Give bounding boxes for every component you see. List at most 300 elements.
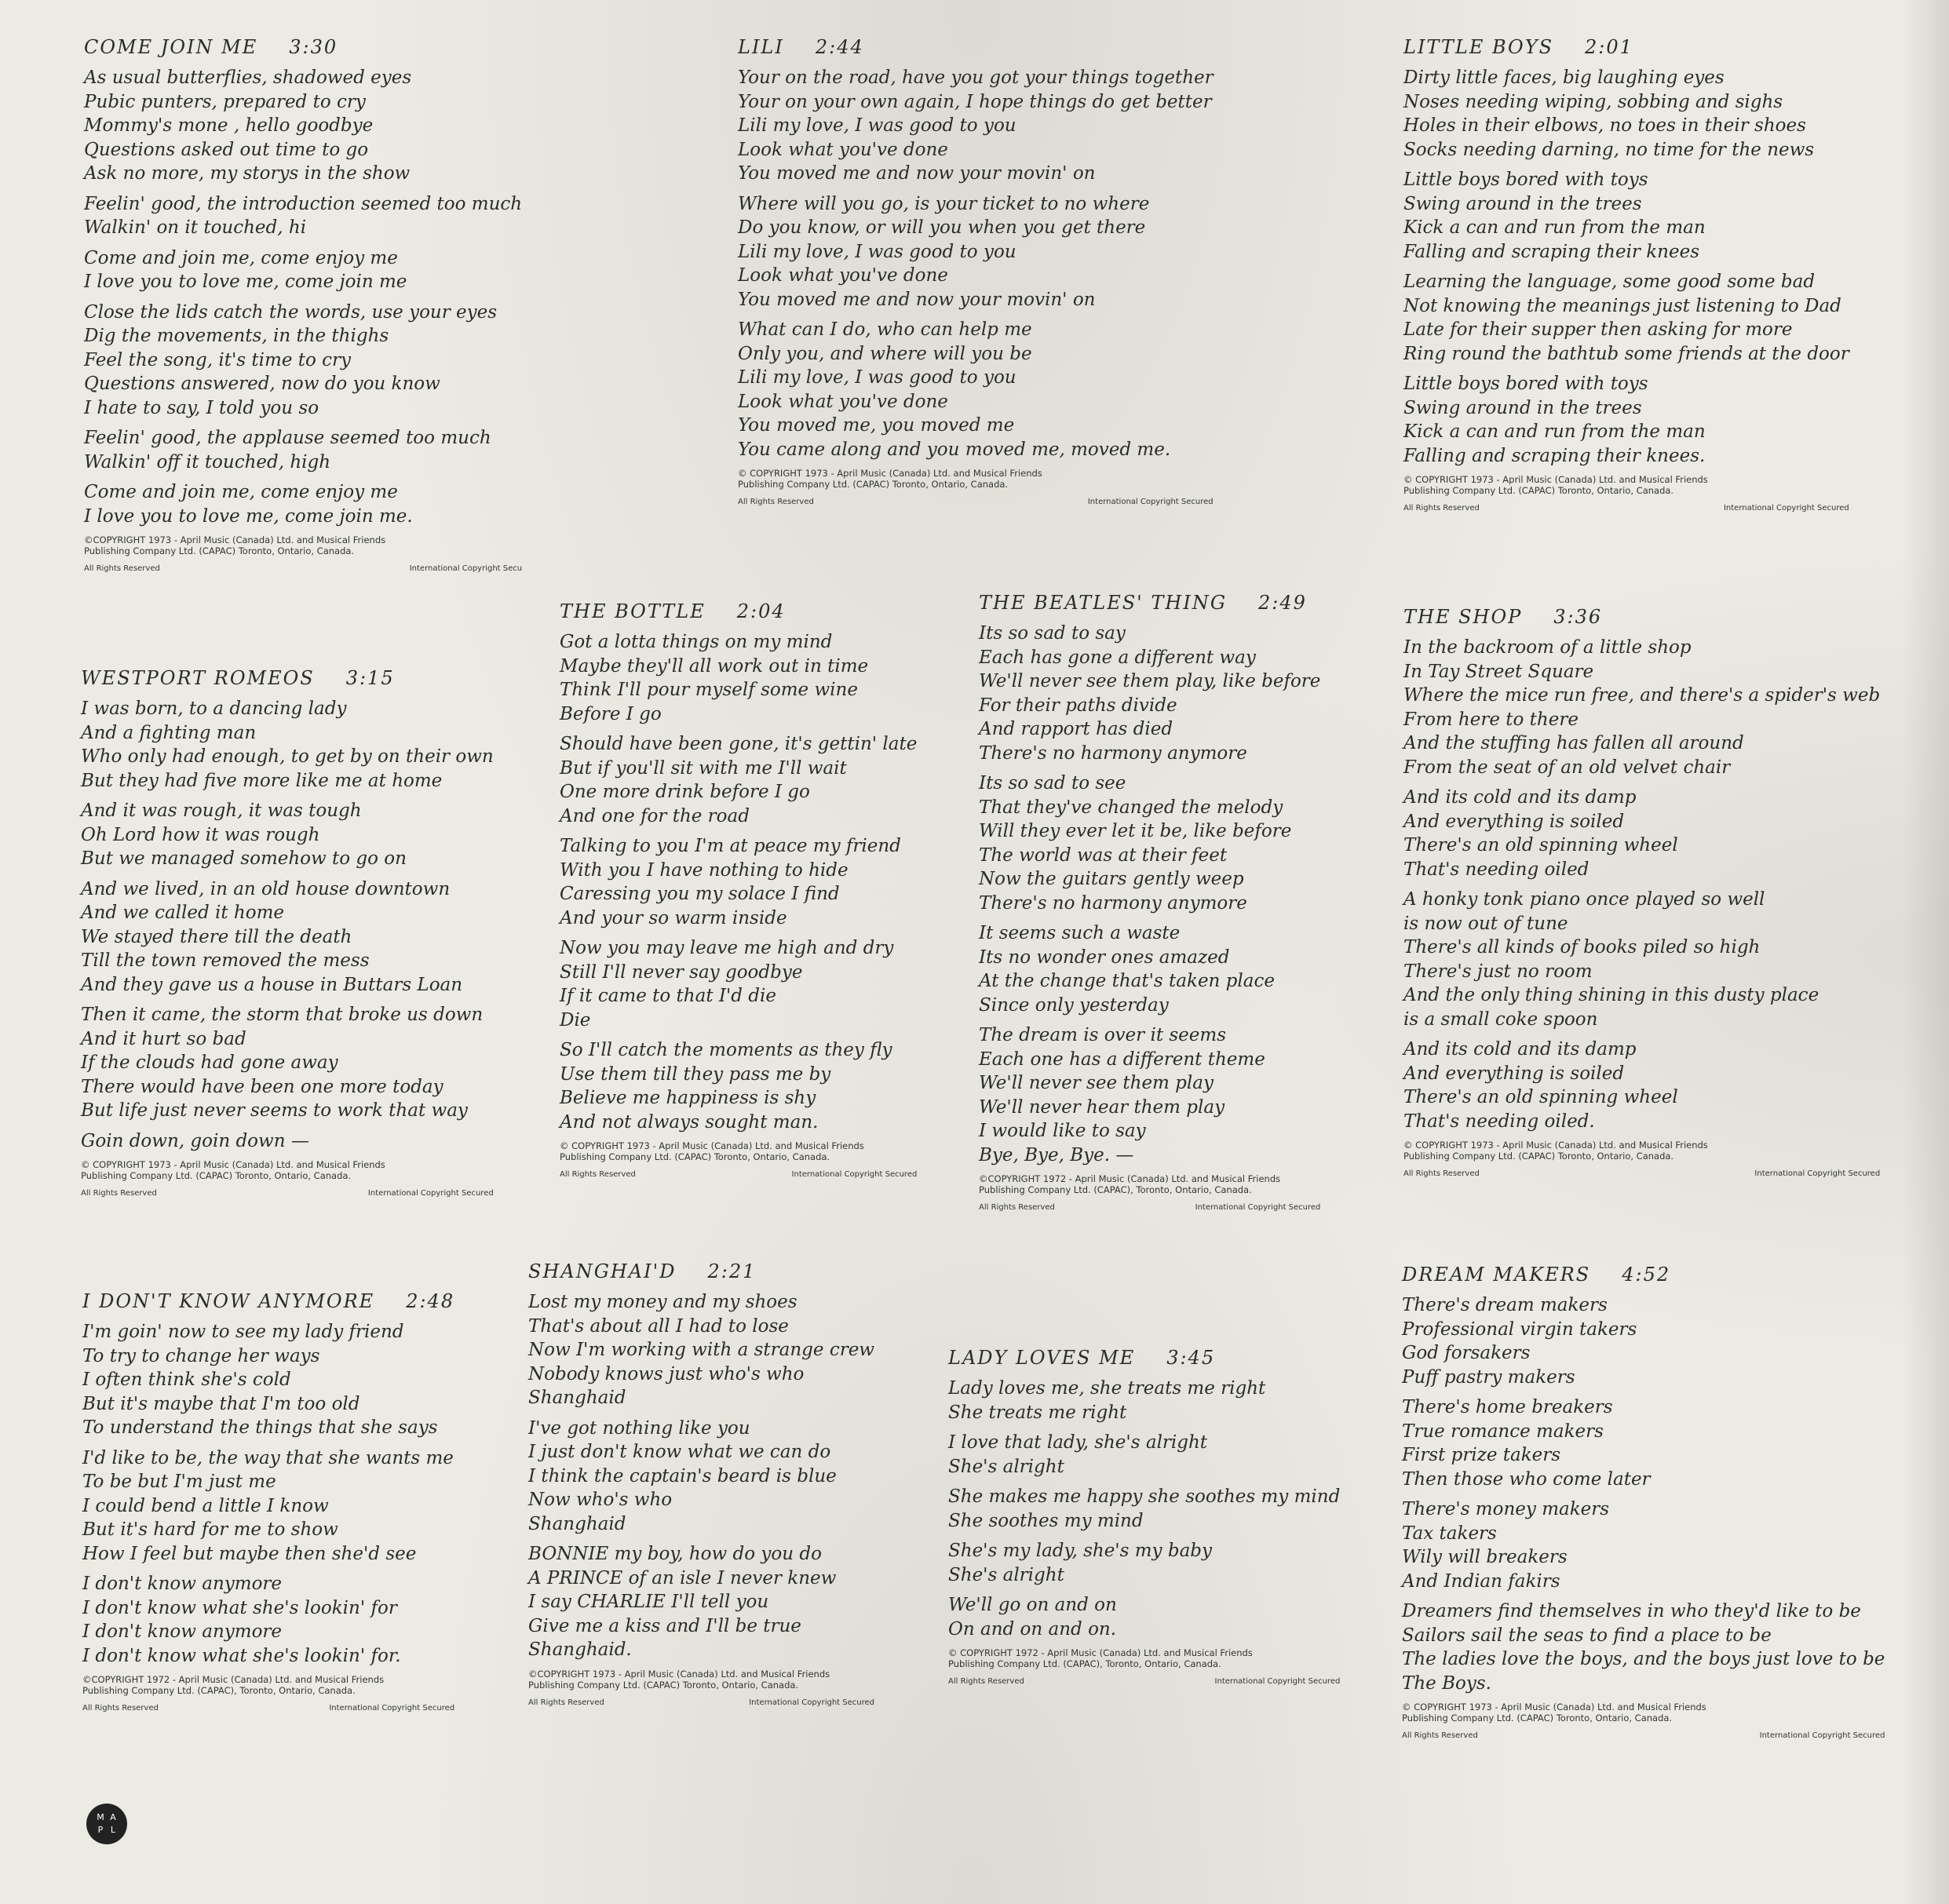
international-copyright: International Copyright Secured — [1759, 1731, 1885, 1740]
lyric-line: We'll never see them play — [979, 1073, 1214, 1093]
stanza — [81, 1003, 494, 1123]
lyric-line: We stayed there till the death — [81, 926, 352, 947]
song-duration: 4:52 — [1622, 1264, 1671, 1286]
song-title — [82, 1290, 454, 1312]
song-duration: 2:49 — [1257, 592, 1307, 614]
lyric-line: But if you'll sit with me I'll wait — [560, 757, 847, 779]
stanza — [979, 622, 1320, 765]
rights-line — [560, 1170, 917, 1179]
lyric-line: With you I have nothing to hide — [560, 859, 849, 881]
song-the-shop — [1403, 606, 1880, 1178]
lyric-line: She soothes my mind — [948, 1510, 1144, 1531]
stanza — [84, 246, 522, 294]
lyric-line: We'll never see them play, like before — [979, 671, 1321, 691]
lyric-line: First prize takers — [1402, 1445, 1561, 1465]
international-copyright: International Copyright Secured — [1195, 1203, 1321, 1212]
copyright-notice — [979, 1173, 1320, 1195]
stanza — [1403, 66, 1849, 162]
copyright-line: © COPYRIGHT 1973 - April Music (Canada) Ltd. and Musical Friends — [738, 468, 1042, 479]
lyric-line: The Boys. — [1402, 1672, 1491, 1694]
international-copyright: International Copyright Secured — [791, 1170, 918, 1179]
copyright-line: ©COPYRIGHT 1972 - April Music (Canada) Ltd. and Musical Friends — [979, 1173, 1281, 1184]
lyric-line: I've got nothing like you — [528, 1417, 750, 1439]
copyright-notice — [1402, 1702, 1885, 1723]
logo-letter: L — [110, 1825, 116, 1835]
lyric-line: Learning the language, some good some bad — [1403, 272, 1816, 292]
stanza — [979, 1023, 1320, 1167]
lyric-line: Dreamers find themselves in who they'd like to be — [1402, 1601, 1861, 1621]
copyright-line: Publishing Company Ltd. (CAPAC) Toronto, Ontario, Canada. — [528, 1679, 799, 1691]
lyric-line: How I feel but maybe then she'd see — [82, 1543, 417, 1564]
song-shanghaid — [528, 1260, 874, 1707]
lyric-line: Come and join me, come enjoy me — [84, 247, 398, 268]
lyric-line: Ring round the bathtub some friends at the door — [1403, 343, 1849, 364]
song-title-text: WESTPORT ROMEOS — [81, 667, 315, 689]
lyric-line: You moved me and now your movin' on — [738, 289, 1096, 310]
lyric-line: Its no wonder ones amazed — [979, 947, 1230, 968]
lyric-line: But life just never seems to work that way — [81, 1100, 468, 1121]
lyric-line: Shanghaid — [528, 1513, 626, 1534]
lyric-line: And one for the road — [560, 805, 750, 826]
lyric-line: That they've changed the melody — [979, 797, 1283, 818]
international-copyright: International Copyright Secu — [409, 564, 523, 573]
lyric-line: The world was at their feet — [979, 844, 1228, 866]
lyric-line: I love you to love me, come join me — [84, 272, 407, 292]
stanza — [84, 192, 522, 240]
stanza — [738, 66, 1214, 186]
lyric-line: And we called it home — [81, 903, 285, 923]
lyric-line: Do you know, or will you when you get there — [738, 217, 1146, 238]
lyric-line: The ladies love the boys, and the boys just love to be — [1402, 1649, 1885, 1669]
lyric-line: I often think she's cold — [82, 1370, 291, 1390]
lyric-line: Lost my money and my shoes — [528, 1292, 797, 1312]
song-title-text: DREAM MAKERS — [1402, 1264, 1591, 1286]
lyric-line: Look what you've done — [738, 391, 948, 412]
lyric-line: is now out of tune — [1403, 913, 1568, 934]
stanza — [948, 1593, 1340, 1641]
lyric-line: Kick a can and run from the man — [1403, 421, 1706, 442]
lyric-line: We'll never hear them play — [979, 1096, 1225, 1118]
lyric-line: But it's hard for me to show — [82, 1519, 338, 1540]
lyric-line: I don't know anymore — [82, 1574, 283, 1594]
lyric-line: Shanghaid. — [528, 1640, 632, 1660]
lyric-line: Lady loves me, she treats me right — [948, 1378, 1266, 1399]
stanza — [528, 1290, 874, 1410]
lyric-line: As usual butterflies, shadowed eyes — [84, 67, 412, 88]
stanza — [81, 877, 494, 998]
song-title-text: LITTLE BOYS — [1403, 36, 1554, 58]
lyric-line: Dig the movements, in the thighs — [84, 326, 389, 346]
lyric-line: Before I go — [560, 703, 662, 724]
lyric-line: If the clouds had gone away — [81, 1052, 338, 1073]
lyric-line: And its cold and its damp — [1403, 787, 1637, 808]
lyric-line: Who only had enough, to get by on their own — [81, 746, 494, 767]
rights-line — [1403, 504, 1849, 512]
song-come-join-me — [84, 36, 522, 573]
lyric-line: Its so sad to say — [979, 623, 1126, 644]
song-title-text: I DON'T KNOW ANYMORE — [82, 1290, 375, 1312]
song-duration: 3:45 — [1166, 1347, 1216, 1369]
copyright-line: © COPYRIGHT 1973 - April Music (Canada) Ltd. and Musical Friends — [1403, 474, 1708, 485]
rights-reserved: All Rights Reserved — [84, 564, 160, 573]
lyric-line: Lili my love, I was good to you — [738, 241, 1016, 262]
song-title-text: THE BOTTLE — [560, 600, 706, 622]
lyric-line: To understand the things that she says — [82, 1417, 438, 1438]
lyric-line: There's all kinds of books piled so high — [1403, 937, 1761, 957]
lyric-line: Your on the road, have you got your things together — [738, 67, 1214, 88]
lyric-line: I'd like to be, the way that she wants me — [82, 1447, 454, 1468]
lyric-line: From the seat of an old velvet chair — [1403, 757, 1731, 778]
lyric-line: But they had five more like me at home — [81, 770, 443, 791]
stanza — [82, 1572, 454, 1668]
lyric-line: Believe me happiness is shy — [560, 1088, 816, 1108]
lyric-line: Puff pastry makers — [1402, 1366, 1575, 1388]
lyric-line: Kick a can and run from the man — [1403, 217, 1706, 238]
lyric-line: Feelin' good, the applause seemed too much — [84, 428, 491, 448]
stanza — [1403, 1038, 1880, 1133]
lyric-line: She's my lady, she's my baby — [948, 1541, 1213, 1561]
lyric-line: Walkin' on it touched, hi — [84, 217, 307, 238]
stanza — [81, 697, 494, 793]
song-title — [528, 1260, 874, 1282]
lyric-line: Little boys bored with toys — [1403, 170, 1648, 190]
international-copyright: International Copyright Secured — [749, 1698, 874, 1707]
lyric-line: Till the town removed the mess — [81, 950, 370, 971]
copyright-line: © COPYRIGHT 1973 - April Music (Canada) Ltd. and Musical Friends — [1402, 1702, 1706, 1713]
song-duration: 2:21 — [707, 1260, 757, 1282]
lyric-line: Questions asked out time to go — [84, 139, 369, 160]
stanza — [1403, 636, 1880, 779]
rights-line — [979, 1203, 1320, 1212]
lyric-line: Not knowing the meanings just listening to Dad — [1403, 295, 1841, 316]
stanza — [1403, 786, 1880, 881]
copyright-notice — [84, 534, 522, 556]
lyric-line: Your on your own again, I hope things do get better — [738, 91, 1212, 112]
lyric-line: Where the mice run free, and there's a spider's web — [1403, 685, 1881, 706]
lyric-line: God forsakers — [1402, 1343, 1531, 1363]
stanza — [1402, 1497, 1885, 1593]
stanza — [1403, 888, 1880, 1031]
rights-line — [84, 564, 522, 573]
lyric-line: Look what you've done — [738, 139, 948, 160]
lyric-line: And a fighting man — [81, 722, 257, 743]
copyright-line: © COPYRIGHT 1973 - April Music (Canada) Ltd. and Musical Friends — [1403, 1140, 1708, 1151]
lyric-line: I was born, to a dancing lady — [81, 698, 347, 719]
song-title — [1403, 606, 1880, 628]
international-copyright: International Copyright Secured — [1087, 498, 1214, 506]
lyric-line: Use them till they pass me by — [560, 1063, 831, 1085]
rights-reserved: All Rights Reserved — [948, 1677, 1024, 1686]
international-copyright: International Copyright Secured — [1754, 1169, 1881, 1178]
lyric-line: Swing around in the trees — [1403, 397, 1642, 418]
stanza — [948, 1485, 1340, 1533]
copyright-line: © COPYRIGHT 1973 - April Music (Canada) Ltd. and Musical Friends — [81, 1159, 385, 1170]
lyric-line: It seems such a waste — [979, 923, 1181, 943]
lyric-line: A honky tonk piano once played so well — [1403, 889, 1765, 910]
stanza — [1402, 1395, 1885, 1491]
lyric-line: Shanghaid — [528, 1388, 626, 1408]
song-duration: 2:48 — [406, 1290, 455, 1312]
lyric-line: And it hurt so bad — [81, 1028, 246, 1049]
lyric-line: And your so warm inside — [560, 907, 787, 928]
lyric-line: Lili my love, I was good to you — [738, 115, 1016, 136]
copyright-line: Publishing Company Ltd. (CAPAC) Toronto, Ontario, Canada. — [1403, 1151, 1674, 1162]
lyric-line: The dream is over it seems — [979, 1025, 1227, 1045]
lyric-line: Maybe they'll all work out in time — [560, 655, 869, 677]
song-title-text: THE BEATLES' THING — [979, 592, 1227, 614]
rights-reserved: All Rights Reserved — [1402, 1731, 1478, 1740]
lyric-line: Close the lids catch the words, use your eyes — [84, 301, 498, 323]
lyric-line: To be but I'm just me — [82, 1472, 276, 1492]
stanza — [84, 66, 522, 186]
song-lady-loves-me — [948, 1347, 1340, 1686]
lyric-line: Professional virgin takers — [1402, 1319, 1637, 1340]
lyric-line: Late for their supper then asking for more — [1403, 319, 1793, 340]
lyric-line: Will they ever let it be, like before — [979, 821, 1292, 841]
lyric-line: There's money makers — [1402, 1499, 1610, 1519]
lyric-line: Swing around in the trees — [1403, 193, 1642, 214]
lyric-line: And Indian fakirs — [1402, 1570, 1560, 1592]
song-duration: 3:15 — [345, 667, 395, 689]
copyright-line: Publishing Company Ltd. (CAPAC) Toronto, Ontario, Canada. — [1402, 1713, 1673, 1723]
rights-reserved: All Rights Reserved — [528, 1698, 604, 1707]
lyric-line: Bye, Bye, Bye. — — [979, 1144, 1134, 1165]
lyric-line: And its cold and its damp — [1403, 1039, 1637, 1060]
song-title — [1402, 1264, 1885, 1286]
song-little-boys — [1403, 36, 1849, 512]
lyric-line: She's alright — [948, 1564, 1064, 1585]
lyric-line: There's no harmony anymore — [979, 892, 1247, 914]
lyric-line: There's no harmony anymore — [979, 742, 1247, 764]
lyric-line: She makes me happy she soothes my mind — [948, 1486, 1341, 1507]
lyric-line: Talking to you I'm at peace my friend — [560, 836, 901, 856]
lyric-line: Then those who come later — [1402, 1468, 1651, 1490]
lyric-line: And not always sought man. — [560, 1111, 819, 1133]
lyric-line: But it's maybe that I'm too old — [82, 1393, 360, 1414]
song-title — [979, 592, 1320, 614]
copyright-notice — [1403, 474, 1849, 496]
stanza — [1403, 372, 1849, 468]
lyric-line: Dirty little faces, big laughing eyes — [1403, 67, 1725, 88]
lyric-line: Its so sad to see — [979, 773, 1126, 793]
lyric-line: I love you to love me, come join me. — [84, 505, 413, 527]
copyright-notice — [81, 1159, 494, 1181]
lyric-line: Feelin' good, the introduction seemed too much — [84, 193, 523, 214]
stanza — [1402, 1599, 1885, 1695]
song-duration: 2:01 — [1585, 36, 1633, 58]
song-i-dont-know-anymore — [82, 1290, 454, 1713]
page-edge-shadow — [1902, 0, 1949, 1904]
stanza — [560, 1038, 917, 1134]
lyric-line: Oh Lord how it was rough — [81, 824, 320, 845]
rights-reserved: All Rights Reserved — [738, 498, 814, 506]
lyric-line: Since only yesterday — [979, 994, 1169, 1016]
lyric-line: Wily will breakers — [1402, 1547, 1568, 1567]
song-title — [948, 1347, 1340, 1369]
lyric-line: And the only thing shining in this dusty place — [1403, 985, 1819, 1005]
copyright-line: Publishing Company Ltd. (CAPAC) Toronto, Ontario, Canada. — [1403, 485, 1674, 496]
lyric-line: Now I'm working with a strange crew — [528, 1340, 874, 1360]
lyric-line: We'll go on and on — [948, 1595, 1117, 1615]
lyric-line: Falling and scraping their knees — [1403, 241, 1700, 262]
lyric-line: I love that lady, she's alright — [948, 1432, 1208, 1453]
stanza — [528, 1417, 874, 1537]
stanza — [560, 630, 917, 726]
copyright-notice — [1403, 1140, 1880, 1162]
lyric-line: Questions answered, now do you know — [84, 374, 440, 394]
international-copyright: International Copyright Secured — [1723, 504, 1849, 512]
stanza — [560, 936, 917, 1032]
rights-reserved: All Rights Reserved — [81, 1189, 157, 1198]
song-title — [1403, 36, 1849, 58]
copyright-notice — [738, 468, 1214, 490]
international-copyright: International Copyright Secured — [1214, 1677, 1341, 1686]
lyric-line: She treats me right — [948, 1402, 1127, 1423]
lyric-line: And everything is soiled — [1403, 1063, 1625, 1084]
lyric-line: There's an old spinning wheel — [1403, 835, 1678, 855]
lyric-line: Falling and scraping their knees. — [1403, 445, 1706, 466]
lyric-line: That's needing oiled. — [1403, 1111, 1595, 1132]
rights-reserved: All Rights Reserved — [82, 1704, 159, 1713]
lyric-line: Sailors sail the seas to find a place to be — [1402, 1625, 1772, 1646]
copyright-line: © COPYRIGHT 1972 - April Music (Canada) Ltd. and Musical Friends — [948, 1647, 1253, 1658]
copyright-notice — [82, 1674, 454, 1696]
lyric-line: Socks needing darning, no time for the news — [1403, 139, 1815, 160]
song-title — [560, 600, 917, 622]
lyric-line: Nobody knows just who's who — [528, 1363, 805, 1384]
song-title-text: LADY LOVES ME — [948, 1347, 1136, 1369]
lyric-line: So I'll catch the moments as they fly — [560, 1040, 892, 1060]
song-duration: 3:36 — [1553, 606, 1603, 628]
lyric-line: Feel the song, it's time to cry — [84, 349, 352, 370]
copyright-line: Publishing Company Ltd. (CAPAC) Toronto, Ontario, Canada. — [738, 479, 1009, 490]
lyric-line: But we managed somehow to go on — [81, 848, 407, 869]
lyric-line: Caressing you my solace I find — [560, 884, 840, 904]
lyric-line: Give me a kiss and I'll be true — [528, 1615, 801, 1636]
stanza — [84, 426, 522, 474]
stanza — [81, 799, 494, 871]
rights-line — [1403, 1169, 1880, 1178]
lyric-line: And the stuffing has fallen all around — [1403, 733, 1744, 753]
song-the-bottle — [560, 600, 917, 1179]
lyric-line: I would like to say — [979, 1121, 1146, 1141]
mapl-logo — [86, 1804, 127, 1844]
lyric-line: That's needing oiled — [1403, 859, 1589, 880]
lyric-line: Holes in their elbows, no toes in their shoes — [1403, 115, 1806, 136]
stanza — [1402, 1293, 1885, 1389]
copyright-line: Publishing Company Ltd. (CAPAC), Toronto, Ontario, Canada. — [82, 1685, 356, 1696]
lyric-line: Each one has a different theme — [979, 1049, 1265, 1070]
lyric-line: And we lived, in an old house downtown — [81, 878, 451, 899]
lyric-line: At the change that's taken place — [979, 971, 1275, 991]
logo-letter: P — [97, 1825, 104, 1835]
lyric-line: To try to change her ways — [82, 1345, 320, 1366]
stanza — [528, 1542, 874, 1662]
lyric-line: Should have been gone, it's gettin' late — [560, 734, 918, 754]
song-westport-romeos — [81, 667, 494, 1198]
lyric-line: What can I do, who can help me — [738, 319, 1032, 340]
song-title-text: COME JOIN ME — [84, 36, 258, 58]
lyric-line: Pubic punters, prepared to cry — [84, 91, 366, 112]
song-the-beatles-thing — [979, 592, 1320, 1212]
stanza — [979, 771, 1320, 915]
song-duration: 3:30 — [289, 36, 338, 58]
lyric-line: Think I'll pour myself some wine — [560, 680, 858, 700]
rights-line — [528, 1698, 874, 1707]
song-title-text: THE SHOP — [1403, 606, 1523, 628]
lyric-line: I'm goin' now to see my lady friend — [82, 1322, 404, 1342]
lyric-line: I just don't know what we can do — [528, 1442, 831, 1462]
lyric-line: You moved me, you moved me — [738, 415, 1015, 436]
lyric-line: Only you, and where will you be — [738, 343, 1032, 364]
lyric-line: Then it came, the storm that broke us down — [81, 1005, 484, 1025]
stanza — [948, 1377, 1340, 1424]
lyric-line: If it came to that I'd die — [560, 986, 776, 1006]
rights-line — [738, 498, 1214, 506]
lyric-line: You came along and you moved me, moved me. — [738, 439, 1171, 460]
lyric-line: Now who's who — [528, 1490, 673, 1510]
copyright-notice — [528, 1669, 874, 1691]
lyric-line: In Tay Street Square — [1403, 661, 1594, 682]
logo-letter: M — [97, 1812, 104, 1822]
rights-reserved: All Rights Reserved — [1403, 504, 1480, 512]
lyric-line: Lili my love, I was good to you — [738, 367, 1016, 388]
lyric-line: There's an old spinning wheel — [1403, 1087, 1678, 1107]
lyric-line: Goin down, goin down — — [81, 1130, 309, 1151]
lyric-line: There would have been one more today — [81, 1076, 443, 1097]
lyric-line: Little boys bored with toys — [1403, 374, 1648, 394]
copyright-notice — [560, 1140, 917, 1162]
copyright-line: Publishing Company Ltd. (CAPAC) Toronto, Ontario, Canada. — [560, 1151, 830, 1162]
song-dream-makers — [1402, 1264, 1885, 1740]
stanza — [948, 1539, 1340, 1587]
copyright-notice — [948, 1647, 1340, 1669]
lyric-line: Die — [560, 1009, 591, 1030]
stanza — [84, 301, 522, 421]
lyric-line: I hate to say, I told you so — [84, 397, 319, 418]
song-lili — [738, 36, 1214, 506]
lyric-line: And they gave us a house in Buttars Loan — [81, 974, 463, 995]
song-title-text: LILI — [738, 36, 784, 58]
stanza — [738, 192, 1214, 312]
lyric-line: Noses needing wiping, sobbing and sighs — [1403, 91, 1783, 112]
copyright-line: Publishing Company Ltd. (CAPAC) Toronto, Ontario, Canada. — [84, 545, 355, 556]
lyric-line: I don't know anymore — [82, 1621, 283, 1642]
logo-letter: A — [110, 1812, 116, 1822]
rights-line — [82, 1704, 454, 1713]
international-copyright: International Copyright Secured — [329, 1704, 455, 1713]
lyric-line: Walkin' off it touched, high — [84, 451, 331, 472]
lyric-line: I don't know what she's lookin' for — [82, 1597, 397, 1618]
stanza — [948, 1431, 1340, 1479]
lyric-line: Come and join me, come enjoy me — [84, 482, 398, 502]
lyric-line: Tax takers — [1402, 1523, 1497, 1544]
lyric-line: You moved me and now your movin' on — [738, 163, 1096, 184]
lyric-line: In the backroom of a little shop — [1403, 637, 1692, 658]
rights-line — [1402, 1731, 1885, 1740]
lyric-line: There's just no room — [1403, 961, 1593, 982]
lyric-line: And it was rough, it was tough — [81, 801, 362, 821]
lyric-line: I say CHARLIE I'll tell you — [528, 1592, 769, 1612]
stanza — [738, 318, 1214, 461]
lyric-line: Where will you go, is your ticket to no where — [738, 193, 1150, 214]
international-copyright: International Copyright Secured — [367, 1189, 494, 1198]
lyric-line: BONNIE my boy, how do you do — [528, 1544, 822, 1564]
stanza — [979, 921, 1320, 1017]
lyric-line: From here to there — [1403, 709, 1579, 730]
stanza — [1403, 168, 1849, 264]
stanza — [560, 834, 917, 930]
